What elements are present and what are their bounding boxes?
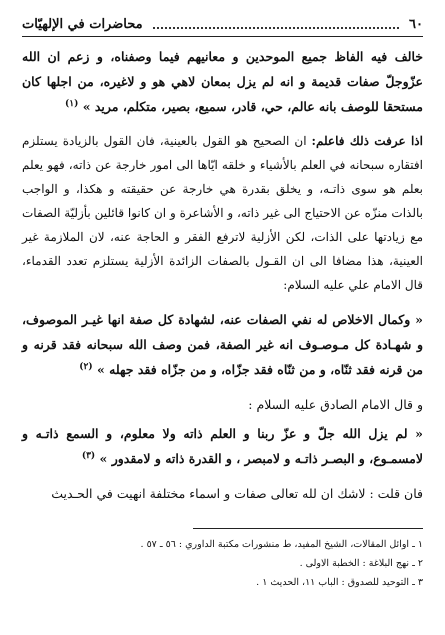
quote-imam-ali: « وكمال الاخلاص له نفي الصفات عنه، لشهادة كل صفة انها غيـر الموصوف، و شهـادة كل مـوصـوف انه غير الصفة، فمن وصف الله سبحانه فقد قرنه و من قرنه فقد ثنّاه، و من ثنّاه فقد جزّاه، و من جزّاه فقد جهله » $^{(٢)}$: [22, 312, 423, 377]
paragraph-1: خالف فيه الفاظ جميع الموحدين و معانيهم فيما وصفناه، و زعم ان الله عزّوجلّ صفات قديمة و انه لم يزل بمعان لاهي هو و لاغيره، من اجلها كان مستحقا للوصف بانه عالم، حي، قادر، سميع، بصير، متكلم، مريد » $^{(١)}$: [22, 49, 423, 114]
page-header: [22, 14, 423, 34]
quote-imam-sadiq: « لم يزل الله جلّ و عزّ ربنا و العلم ذاته ولا معلوم، و السمع ذاتـه و لامسمـوع، و البصـر ذاتـه و لامبصر ، و القدرة ذاته و لامقدور » $^{(٣)}$: [22, 426, 423, 466]
footnote-2: ٢ ـ نهج البلاغة : الخطبة الاولى .: [299, 558, 423, 569]
footnote-1: ١ ـ اوائل المقالات، الشيخ المفيد، ط منشورات مكتبة الداوري : ٥٦ ـ ٥٧ .: [140, 539, 423, 550]
footnote-3: ٣ ـ التوحيد للصدوق : الباب ١١، الحديث ١ .: [256, 577, 423, 588]
footnotes: [22, 535, 423, 592]
header-dotted-leader: [153, 19, 399, 29]
footnote-separator: [193, 528, 423, 529]
body-text: [22, 44, 423, 516]
quote-intro-imam-sadiq: و قال الامام الصادق عليه السلام :: [248, 397, 423, 412]
page-number: ٦٠: [409, 16, 423, 32]
paragraph-2-lead: اذا عرفت ذلك فاعلم:: [311, 134, 423, 148]
paragraph-2: اذا عرفت ذلك فاعلم: ان الصحيح هو القول بالعينية، فان القول بالزيادة يستلزم افتقاره سبحانه في العلم بالأشياء و خلقه ايّاها الى امور خارجة عن ذاته، فهو يعلم بعلم هو سوى ذاتـه، و يخلق بقدرة هي خارجة عن حقيقته و هكذا، و الواجب بالذات منزّه عن الاحتياج الى غير ذاته، و الأشاعرة و ان كانوا قائلين بأزليّة الصفات مع زيادتها على الذات، لكن الأزلية لاترفع الفقر و الحاجة عنه، لان الملازمة غير العينية، هذا مضافا الى ان القـول بالصفات الزائدة الأزلية يستلزم تعدد القدماء، قال الامام علي عليه السلام:: [22, 134, 423, 292]
footnote-ref-1: (١): [64, 98, 79, 109]
footnote-ref-3: (٣): [81, 450, 96, 461]
paragraph-3: فان قلت : لاشك ان لله تعالى صفات و اسماء مختلفة انهيت في الحـديث: [51, 486, 423, 501]
header-rule: [22, 36, 423, 37]
running-title: محاضرات في الإلهيّات: [22, 16, 143, 32]
footnote-ref-2: (٢): [79, 361, 93, 372]
